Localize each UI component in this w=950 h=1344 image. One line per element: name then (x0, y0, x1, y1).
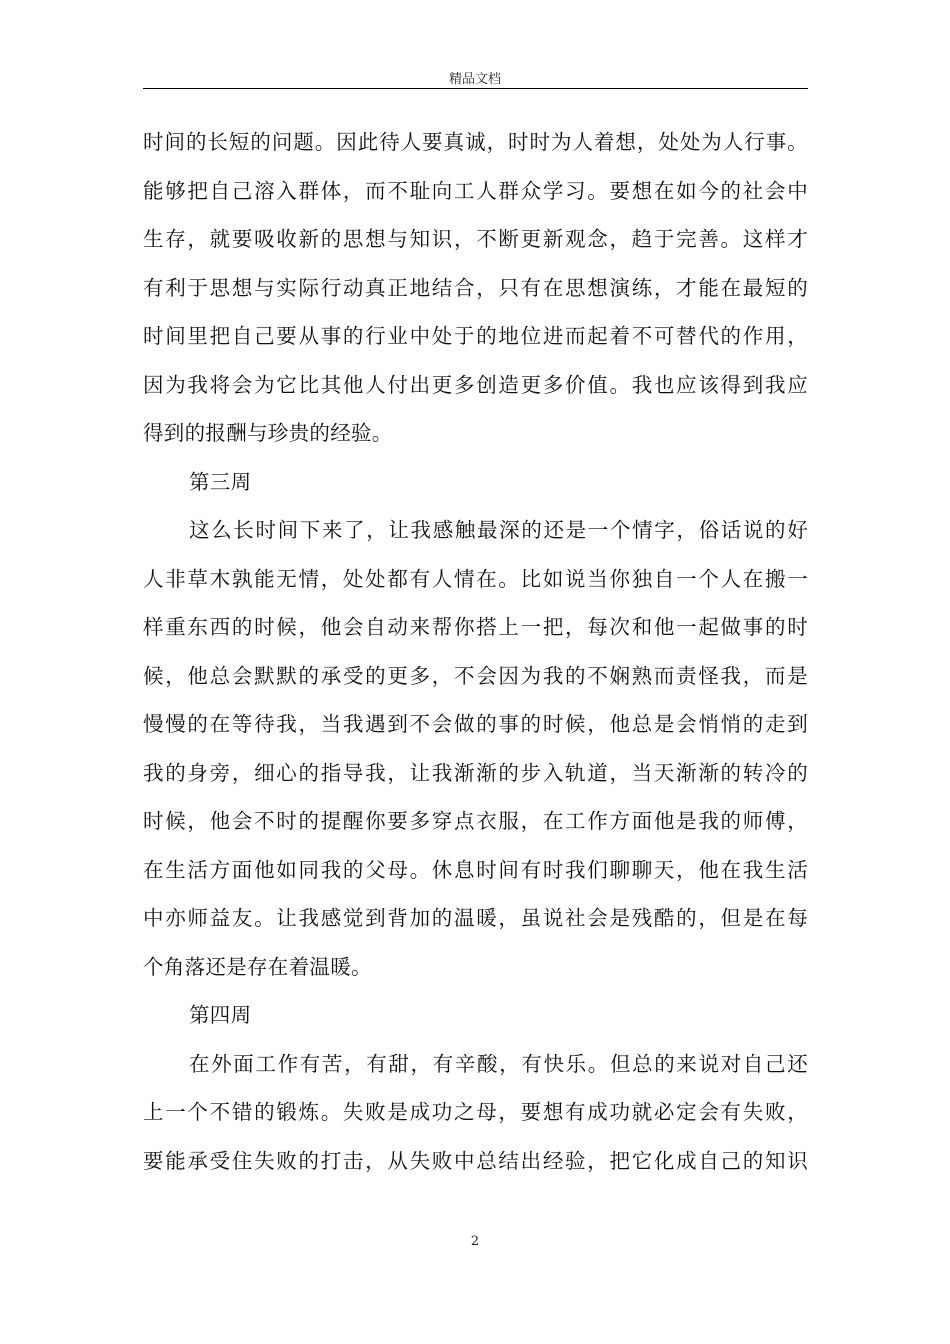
text-line: 我的身旁，细心的指导我，让我渐渐的步入轨道，当天渐渐的转冷的 (143, 760, 808, 785)
text-line: 时间的长短的问题。因此待人要真诚，时时为人着想，处处为人行事。 (143, 130, 808, 154)
text-line: 时间里把自己要从事的行业中处于的地位进而起着不可替代的作用， (143, 324, 808, 348)
text-line: 生存，就要吸收新的思想与知识，不断更新观念，趋于完善。这样才 (143, 227, 808, 251)
text-line: 慢慢的在等待我，当我遇到不会做的事的时候，他总是会悄悄的走到 (143, 712, 808, 736)
text-line: 能够把自己溶入群体，而不耻向工人群众学习。要想在如今的社会中 (143, 178, 808, 203)
section-heading-week-4: 第四周 (189, 1003, 252, 1027)
text-line: 有利于思想与实际行动真正地结合，只有在思想演练，才能在最短的 (143, 275, 808, 300)
page-header: 精品文档 (448, 72, 501, 87)
text-line: 候，他总会默默的承受的更多，不会因为我的不娴熟而责怪我，而是 (143, 663, 808, 688)
text-line: 在生活方面他如同我的父母。休息时间有时我们聊聊天，他在我生活 (143, 857, 808, 882)
text-line: 上一个不错的锻炼。失败是成功之母，要想有成功就必定会有失败， (143, 1100, 808, 1124)
text-line: 个角落还是存在着温暖。 (143, 954, 372, 979)
text-line: 因为我将会为它比其他人付出更多创造更多价值。我也应该得到我应 (143, 372, 808, 397)
text-line: 这么长时间下来了，让我感触最深的还是一个情字，俗话说的好 (189, 518, 808, 542)
header-rule (143, 88, 808, 89)
text-line: 得到的报酬与珍贵的经验。 (143, 421, 393, 445)
text-line: 样重东西的时候，他会自动来帮你搭上一把，每次和他一起做事的时 (143, 615, 808, 639)
text-line: 中亦师益友。让我感觉到背加的温暖，虽说社会是残酷的，但是在每 (143, 906, 808, 930)
paragraph-3 (143, 1040, 808, 1186)
text-line: 时候，他会不时的提醒你要多穿点衣服，在工作方面他是我的师傅， (143, 809, 808, 833)
paragraph-2 (143, 506, 808, 991)
document-body (143, 118, 808, 1185)
paragraph-1 (143, 118, 808, 458)
text-line: 要能承受住失败的打击，从失败中总结出经验，把它化成自己的知识 (143, 1148, 808, 1173)
text-line: 人非草木孰能无情，处处都有人情在。比如说当你独自一个人在搬一 (143, 566, 808, 591)
page-number: 2 (470, 1234, 480, 1249)
section-heading-week-3: 第三周 (189, 469, 252, 494)
text-line: 在外面工作有苦，有甜，有辛酸，有快乐。但总的来说对自己还 (189, 1051, 808, 1076)
